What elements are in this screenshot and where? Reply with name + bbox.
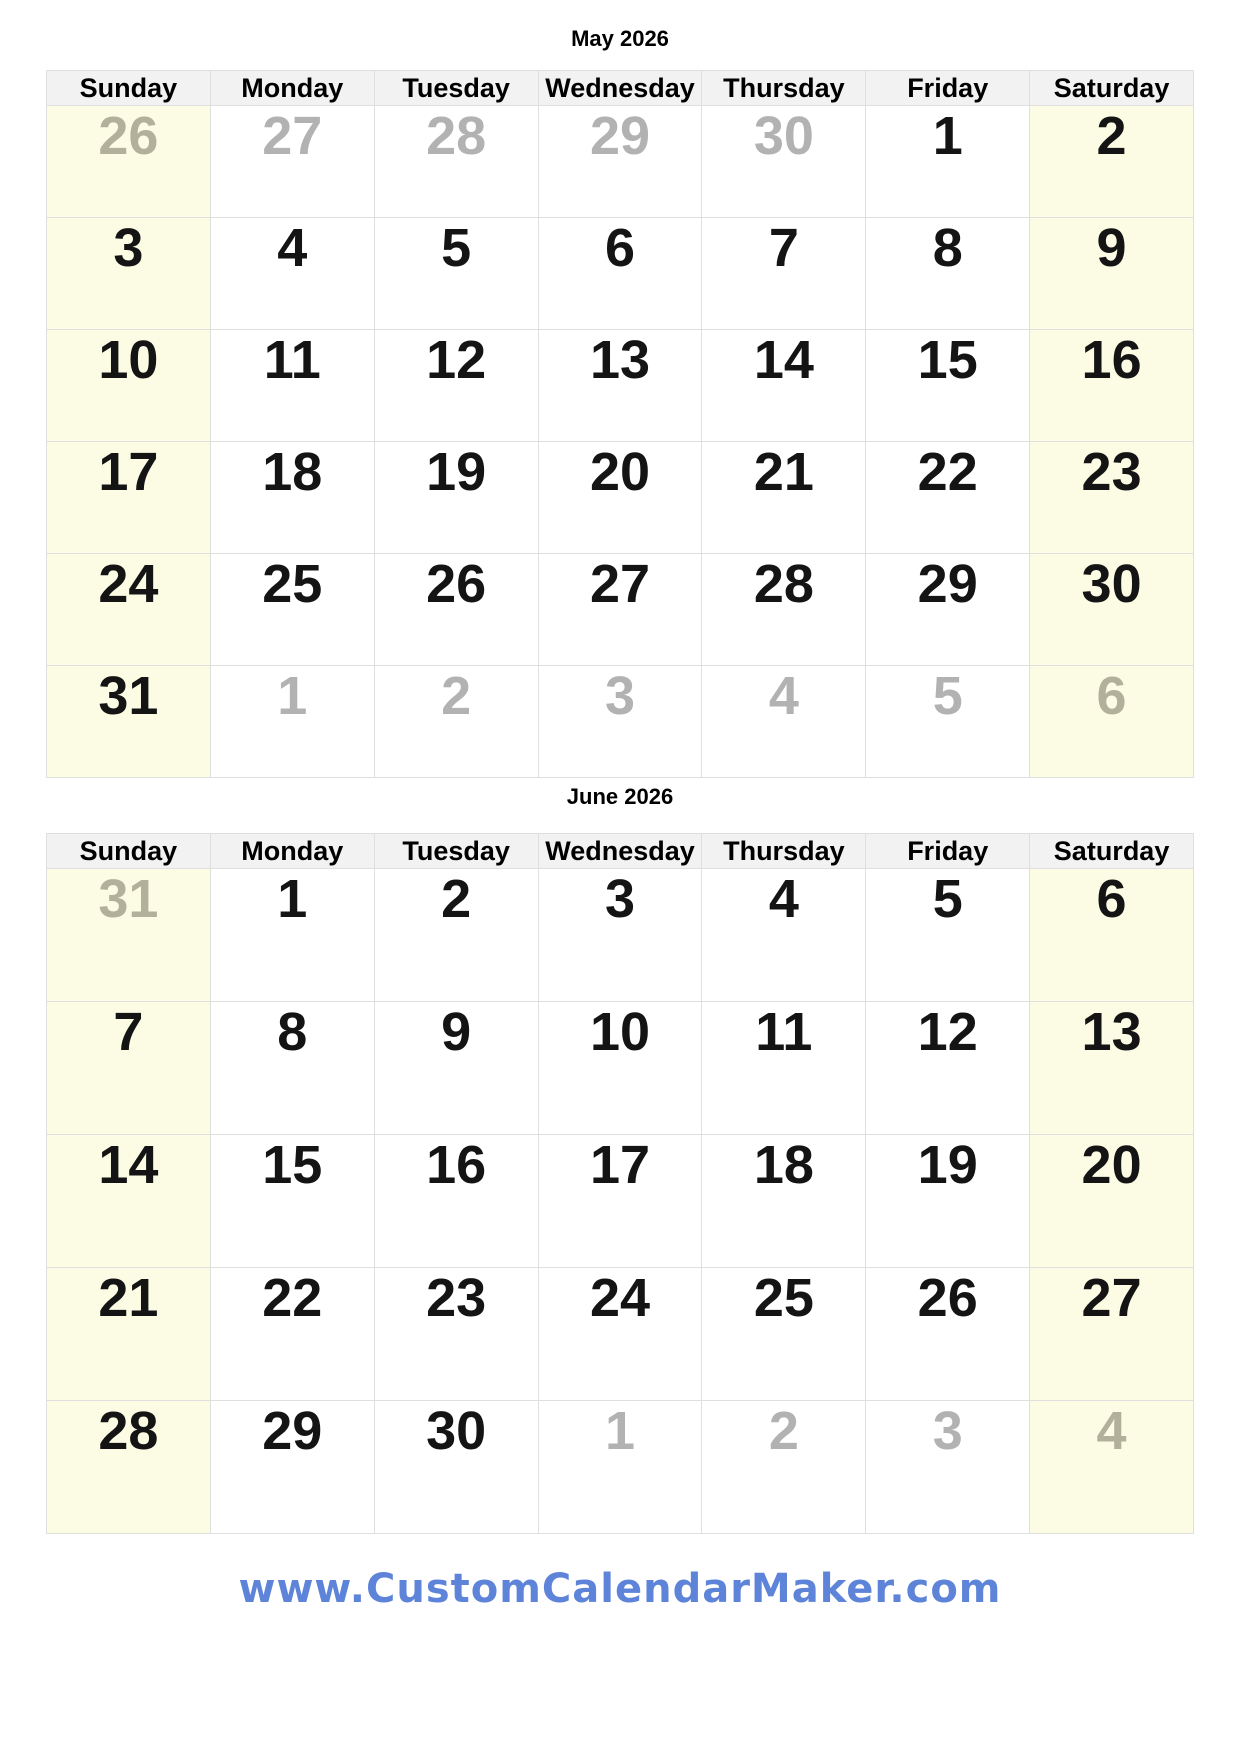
day-cell: 8 <box>211 1002 375 1135</box>
weekday-header: Monday <box>211 834 375 869</box>
weekday-header: Wednesday <box>539 71 703 106</box>
day-cell: 28 <box>702 554 866 666</box>
day-cell: 30 <box>1030 554 1194 666</box>
day-cell: 19 <box>866 1135 1030 1268</box>
day-cell: 25 <box>702 1268 866 1401</box>
day-cell: 10 <box>539 1002 703 1135</box>
day-cell: 2 <box>375 869 539 1002</box>
weekday-header: Saturday <box>1030 71 1194 106</box>
day-cell: 15 <box>211 1135 375 1268</box>
day-cell: 3 <box>539 666 703 778</box>
weekday-header: Thursday <box>702 834 866 869</box>
day-cell: 29 <box>211 1401 375 1534</box>
month-may-section <box>46 0 1194 778</box>
day-cell: 4 <box>702 666 866 778</box>
day-cell: 14 <box>702 330 866 442</box>
day-cell: 26 <box>47 106 211 218</box>
day-cell: 3 <box>47 218 211 330</box>
day-cell: 3 <box>539 869 703 1002</box>
day-cell: 3 <box>866 1401 1030 1534</box>
weekday-header: Sunday <box>47 71 211 106</box>
day-cell: 2 <box>375 666 539 778</box>
day-cell: 1 <box>211 869 375 1002</box>
month-grid <box>46 70 1194 778</box>
day-cell: 20 <box>1030 1135 1194 1268</box>
month-june-section <box>46 778 1194 1534</box>
day-cell: 23 <box>1030 442 1194 554</box>
calendar-page <box>46 0 1194 1612</box>
day-cell: 27 <box>211 106 375 218</box>
day-cell: 11 <box>702 1002 866 1135</box>
day-cell: 4 <box>211 218 375 330</box>
day-cell: 12 <box>375 330 539 442</box>
day-cell: 25 <box>211 554 375 666</box>
weekday-header: Friday <box>866 71 1030 106</box>
day-cell: 20 <box>539 442 703 554</box>
day-cell: 6 <box>539 218 703 330</box>
day-cell: 4 <box>1030 1401 1194 1534</box>
day-cell: 13 <box>539 330 703 442</box>
day-cell: 29 <box>866 554 1030 666</box>
day-cell: 31 <box>47 869 211 1002</box>
weekday-header: Sunday <box>47 834 211 869</box>
day-cell: 22 <box>866 442 1030 554</box>
day-cell: 16 <box>375 1135 539 1268</box>
day-cell: 22 <box>211 1268 375 1401</box>
weekday-header: Thursday <box>702 71 866 106</box>
day-cell: 1 <box>539 1401 703 1534</box>
day-cell: 5 <box>375 218 539 330</box>
day-cell: 6 <box>1030 869 1194 1002</box>
day-cell: 2 <box>1030 106 1194 218</box>
day-cell: 4 <box>702 869 866 1002</box>
day-cell: 26 <box>375 554 539 666</box>
day-cell: 16 <box>1030 330 1194 442</box>
day-cell: 13 <box>1030 1002 1194 1135</box>
day-cell: 7 <box>702 218 866 330</box>
watermark-text: www.CustomCalendarMaker.com <box>238 1566 1002 1612</box>
day-cell: 21 <box>702 442 866 554</box>
weekday-header: Tuesday <box>375 834 539 869</box>
month-title: May 2026 <box>571 26 669 51</box>
day-cell: 9 <box>375 1002 539 1135</box>
day-cell: 17 <box>539 1135 703 1268</box>
day-cell: 30 <box>375 1401 539 1534</box>
day-cell: 12 <box>866 1002 1030 1135</box>
weekday-header: Monday <box>211 71 375 106</box>
day-cell: 21 <box>47 1268 211 1401</box>
day-cell: 18 <box>211 442 375 554</box>
day-cell: 28 <box>47 1401 211 1534</box>
day-cell: 14 <box>47 1135 211 1268</box>
day-cell: 9 <box>1030 218 1194 330</box>
day-cell: 29 <box>539 106 703 218</box>
day-cell: 15 <box>866 330 1030 442</box>
weekday-header: Saturday <box>1030 834 1194 869</box>
weekday-header: Wednesday <box>539 834 703 869</box>
weekday-header: Friday <box>866 834 1030 869</box>
day-cell: 26 <box>866 1268 1030 1401</box>
day-cell: 24 <box>47 554 211 666</box>
day-cell: 19 <box>375 442 539 554</box>
day-cell: 31 <box>47 666 211 778</box>
day-cell: 5 <box>866 869 1030 1002</box>
day-cell: 11 <box>211 330 375 442</box>
day-cell: 18 <box>702 1135 866 1268</box>
day-cell: 5 <box>866 666 1030 778</box>
day-cell: 1 <box>866 106 1030 218</box>
day-cell: 27 <box>1030 1268 1194 1401</box>
day-cell: 8 <box>866 218 1030 330</box>
day-cell: 2 <box>702 1401 866 1534</box>
day-cell: 23 <box>375 1268 539 1401</box>
day-cell: 17 <box>47 442 211 554</box>
month-title: June 2026 <box>566 784 674 809</box>
month-grid <box>46 833 1194 1534</box>
day-cell: 27 <box>539 554 703 666</box>
day-cell: 6 <box>1030 666 1194 778</box>
day-cell: 30 <box>702 106 866 218</box>
weekday-header: Tuesday <box>375 71 539 106</box>
day-cell: 1 <box>211 666 375 778</box>
day-cell: 10 <box>47 330 211 442</box>
day-cell: 7 <box>47 1002 211 1135</box>
day-cell: 28 <box>375 106 539 218</box>
day-cell: 24 <box>539 1268 703 1401</box>
